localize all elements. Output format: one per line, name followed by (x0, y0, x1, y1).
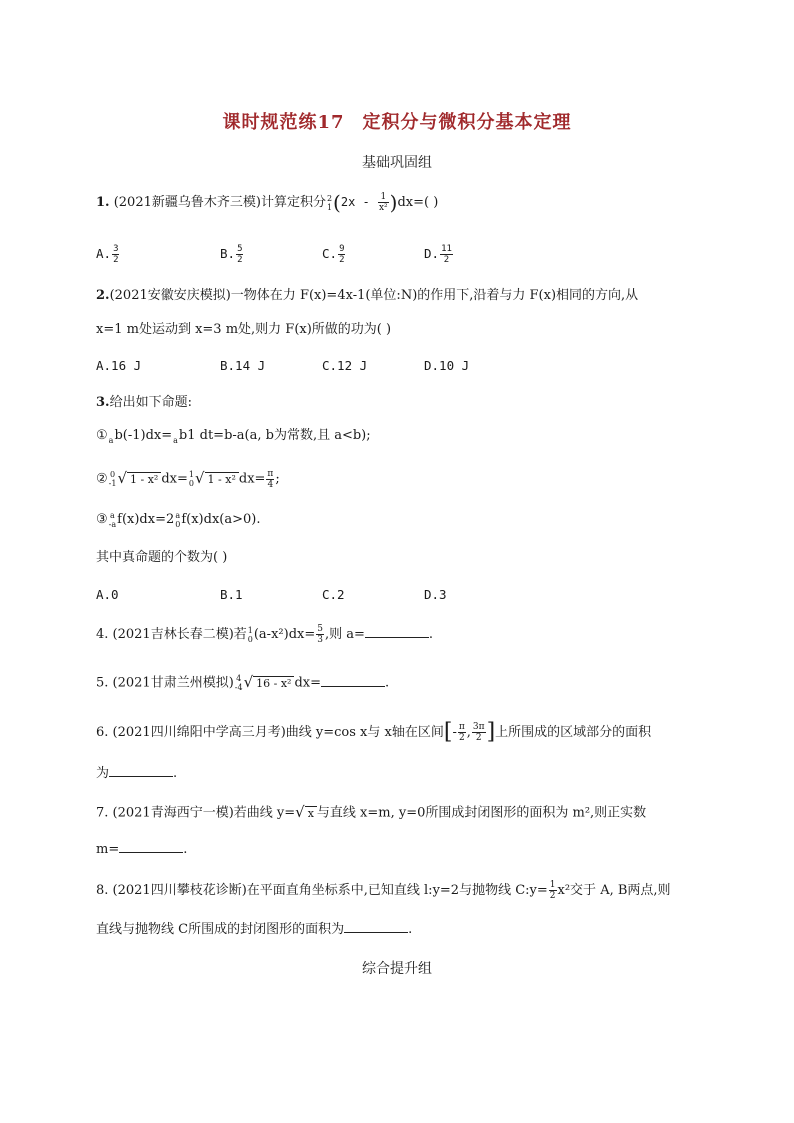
int-upper: a (110, 510, 115, 520)
question-expr: (a-x²)dx= (253, 627, 316, 642)
integral-sign (109, 427, 114, 445)
question-7 (96, 802, 646, 824)
radicand: 1 - x² (127, 472, 161, 487)
question-number: 1. (96, 195, 110, 210)
integral-sign (109, 511, 116, 529)
answer-blank[interactable] (321, 674, 385, 687)
int-upper: 1 (247, 625, 253, 635)
question-tail: dx=( ) (397, 195, 439, 210)
denominator: 2 (113, 255, 119, 265)
question-8 (96, 880, 671, 901)
question-text: 与直线 x=m, y=0所围成封闭图形的面积为 m²,则正实数 (316, 805, 647, 821)
fraction (112, 244, 119, 265)
question-text: 上所围成的区域部分的面积 (495, 725, 652, 740)
prop-mark: ③ (96, 512, 108, 527)
fraction (338, 244, 345, 265)
denominator: 4 (267, 479, 274, 490)
question-8-line2 (96, 920, 412, 940)
denominator: 2 (475, 733, 482, 743)
prop-expr: b1 dt=b-a(a, b为常数,且 a<b); (178, 428, 371, 443)
option-label: C. (322, 246, 338, 261)
answer-blank[interactable] (109, 764, 173, 777)
question-1 (96, 192, 438, 213)
denominator: 2 (458, 733, 465, 743)
right-bracket: ] (486, 719, 496, 745)
punct: . (428, 627, 434, 642)
numerator: 1 (378, 192, 389, 203)
int-upper: a (175, 510, 181, 520)
prop-expr: b(-1)dx= (114, 428, 173, 443)
question-text: 为 (96, 766, 110, 781)
int-upper: 1 (188, 470, 194, 479)
prop-mark: ② (96, 471, 108, 487)
option-a[interactable]: A.0 (96, 587, 119, 602)
question-text: 6. (2021四川绵阳中学高三月考)曲线 y=cos x与 x轴在区间 (96, 725, 444, 740)
question-number: 2. (96, 288, 110, 303)
int-lower: 0 (188, 479, 194, 488)
section-advanced: 综合提升组 (362, 961, 432, 977)
integral-sign (248, 626, 253, 644)
denominator: 2 (549, 891, 556, 901)
numerator: 1 (549, 880, 556, 890)
minus-sign: - (452, 725, 457, 740)
option-label: B. (220, 246, 236, 261)
answer-blank[interactable] (344, 920, 408, 933)
option-d[interactable] (424, 244, 454, 265)
int-lower: a (173, 435, 178, 445)
sqrt: √ 1 - x² (117, 468, 161, 490)
option-d[interactable]: D.10 J (424, 358, 470, 373)
prop-expr: dx= (238, 471, 266, 487)
denominator: 2 (237, 255, 243, 265)
option-b[interactable]: B.1 (220, 587, 243, 602)
question-7-line2 (96, 840, 187, 860)
numerator: 11 (441, 244, 452, 254)
question-3-prompt: 其中真命题的个数为( ) (96, 550, 228, 565)
fraction (316, 624, 324, 645)
fraction (236, 244, 243, 265)
title-topic: 定积分与微积分基本定理 (362, 112, 572, 133)
option-label: D. (424, 246, 440, 261)
question-text: 给出如下命题: (109, 395, 192, 410)
fraction (378, 192, 389, 213)
denominator: 2 (443, 255, 450, 265)
prop-expr: dx= (161, 471, 188, 487)
question-text: 8. (2021四川攀枝花诊断)在平面直角坐标系中,已知直线 l:y=2与抛物线 C:y= (96, 883, 548, 898)
question-text: 4. (2021吉林长春二模)若 (96, 627, 247, 642)
int-upper: 0 (110, 470, 116, 479)
int-upper: 4 (236, 674, 242, 683)
question-5 (96, 672, 389, 694)
sqrt: √ x (295, 802, 317, 824)
option-b[interactable]: B.14 J (220, 358, 266, 373)
numerator: 5 (317, 624, 323, 634)
prop-mark: ① (96, 428, 108, 443)
radicand: x (305, 806, 317, 821)
denominator: x² (378, 203, 388, 213)
radicand: 1 - x² (205, 472, 239, 487)
question-text: 7. (2021青海西宁一模)若曲线 y= (96, 805, 296, 821)
left-bracket: [ (443, 719, 453, 745)
int-lower: 1 (326, 202, 333, 212)
option-label: A. (96, 246, 112, 261)
int-upper: 2 (326, 193, 333, 203)
option-c[interactable] (322, 244, 346, 265)
option-a[interactable] (96, 244, 120, 265)
int-lower: -4 (234, 683, 243, 692)
integral-sign (109, 470, 117, 488)
int-lower: 0 (175, 519, 181, 529)
option-d[interactable]: D.3 (424, 587, 447, 602)
page-title (0, 108, 794, 134)
fraction (440, 244, 453, 265)
option-a[interactable]: A.16 J (96, 358, 142, 373)
punct: ; (275, 471, 280, 487)
answer-blank[interactable] (119, 840, 183, 853)
integral-sign (173, 427, 178, 445)
question-text: x²交于 A, B两点,则 (557, 883, 671, 898)
answer-blank[interactable] (365, 625, 429, 638)
question-2-line2: x=1 m处运动到 x=3 m处,则力 F(x)所做的功为( ) (96, 322, 392, 337)
integral-sign (327, 194, 332, 212)
option-c[interactable]: C.12 J (322, 358, 368, 373)
question-6: 6. (2021四川绵阳中学高三月考)曲线 y=cos x与 x轴在区间[- $\frac{\pi}{2}$ , $\frac{3\pi}{2}$ ]上所围成的区域部分的面积 (96, 719, 652, 745)
punct: . (408, 922, 413, 937)
radicand: 16 - x² (253, 676, 294, 691)
question-6-line2 (96, 764, 177, 784)
fraction (458, 722, 466, 743)
denominator: 2 (339, 255, 345, 265)
question-tail: dx= (294, 675, 321, 691)
prop-expr: f(x)dx(a>0). (181, 512, 261, 527)
numerator: π (458, 722, 465, 732)
question-4 (96, 624, 433, 645)
numerator: 9 (339, 244, 345, 254)
numerator: 3π (472, 722, 485, 732)
int-lower: 0 (247, 634, 253, 644)
numerator: π (267, 468, 274, 479)
question-text: 直线与抛物线 C所围成的封闭图形的面积为 (96, 922, 345, 937)
question-source: (2021新疆乌鲁木齐三模)计算定积分 (113, 195, 326, 210)
question-text: m= (96, 842, 120, 857)
numerator: 5 (237, 244, 243, 254)
int-lower: -a (108, 519, 117, 529)
proposition-2 (96, 468, 280, 490)
question-tail: ,则 a= (324, 627, 365, 642)
question-text: 5. (2021甘肃兰州模拟) (96, 675, 234, 691)
section-basic: 基础巩固组 (362, 155, 432, 171)
denominator: 3 (317, 635, 323, 645)
right-paren: ) (389, 190, 398, 215)
question-text: (2021安徽安庆模拟)一物体在力 F(x)=4x-1(单位:N)的作用下,沿着与力 F(x)相同的方向,从 (109, 288, 639, 303)
fraction (266, 469, 274, 490)
punct: . (173, 766, 178, 781)
sqrt: √ 16 - x² (244, 672, 295, 694)
sqrt: √ 1 - x² (195, 468, 239, 490)
punct: . (385, 675, 390, 691)
option-c[interactable]: C.2 (322, 587, 345, 602)
integral-sign (235, 674, 243, 692)
fraction (472, 722, 486, 743)
proposition-3 (96, 510, 260, 530)
prop-expr: f(x)dx=2 (117, 512, 175, 527)
int-lower: -1 (108, 479, 117, 488)
option-b[interactable] (220, 244, 244, 265)
left-paren: ( (333, 190, 341, 215)
proposition-1 (96, 426, 371, 446)
title-number: 课时规范练17 (222, 112, 345, 133)
numerator: 3 (113, 244, 119, 254)
punct: . (183, 842, 188, 857)
question-2 (96, 286, 638, 306)
int-lower: a (108, 435, 114, 445)
integral-sign (175, 511, 180, 529)
fraction (549, 880, 557, 901)
question-number: 3. (96, 395, 110, 410)
integral-sign (189, 470, 194, 488)
expr: 2x - (340, 195, 377, 209)
question-3 (96, 393, 192, 413)
